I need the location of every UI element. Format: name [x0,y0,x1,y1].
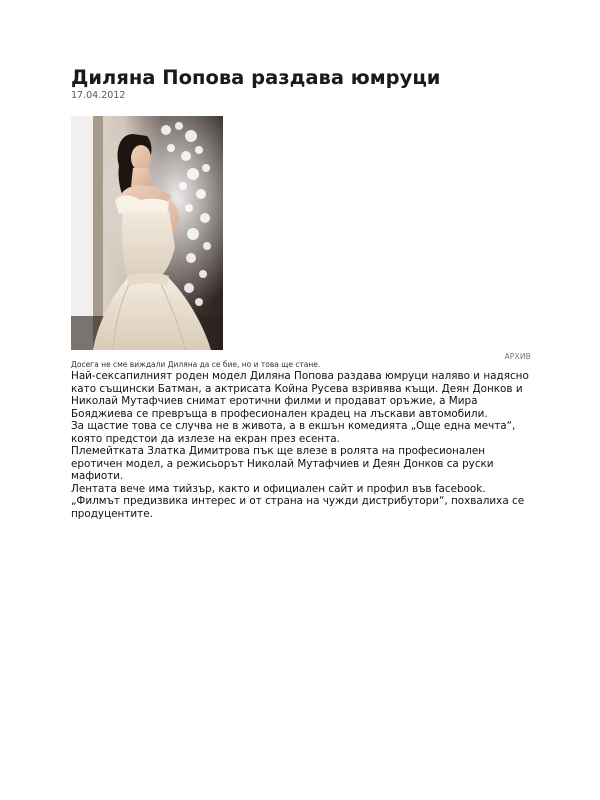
article-photo [71,116,223,350]
article-paragraph: За щастие това се случва не в живота, а в екшън комедията „Още една мечта“, която предстои да излезе на екран през есента. [71,420,516,445]
photo-caption: Досега не сме виждали Диляна да се бие, но и това ще стане. [71,360,321,369]
article-paragraph: Най-сексапилният роден модел Диляна Попова раздава юмруци наляво и надясно като същински Батман, а актрисата Койна Русева взривява къщи. Деян Донков и Николай Мутафчиев снимат еротични филми и продават оръжие, а Мира Бояджиева се превръща в професионален крадец на лъскави автомобили. [71,370,529,420]
woman-in-dress-photo [71,116,223,350]
article-title: Диляна Попова раздава юмруци [71,66,441,89]
article-paragraph: Лентата вече има тийзър, както и официален сайт и профил във facebook. „Филмът предизвика интерес и от страна на чужди дистрибутори“, похвалиха се продуцентите. [71,482,525,520]
article-date: 17.04.2012 [71,90,126,101]
photo-credit: АРХИВ [504,352,531,361]
article [71,66,531,520]
article-body [71,370,531,520]
article-paragraph: Племейтката Златка Димитрова пък ще влезе в ролята на професионален еротичен модел, а режисьорът Николай Мутафчиев и Деян Донков са руски мафиоти. [71,445,494,482]
photo-block [71,116,531,360]
